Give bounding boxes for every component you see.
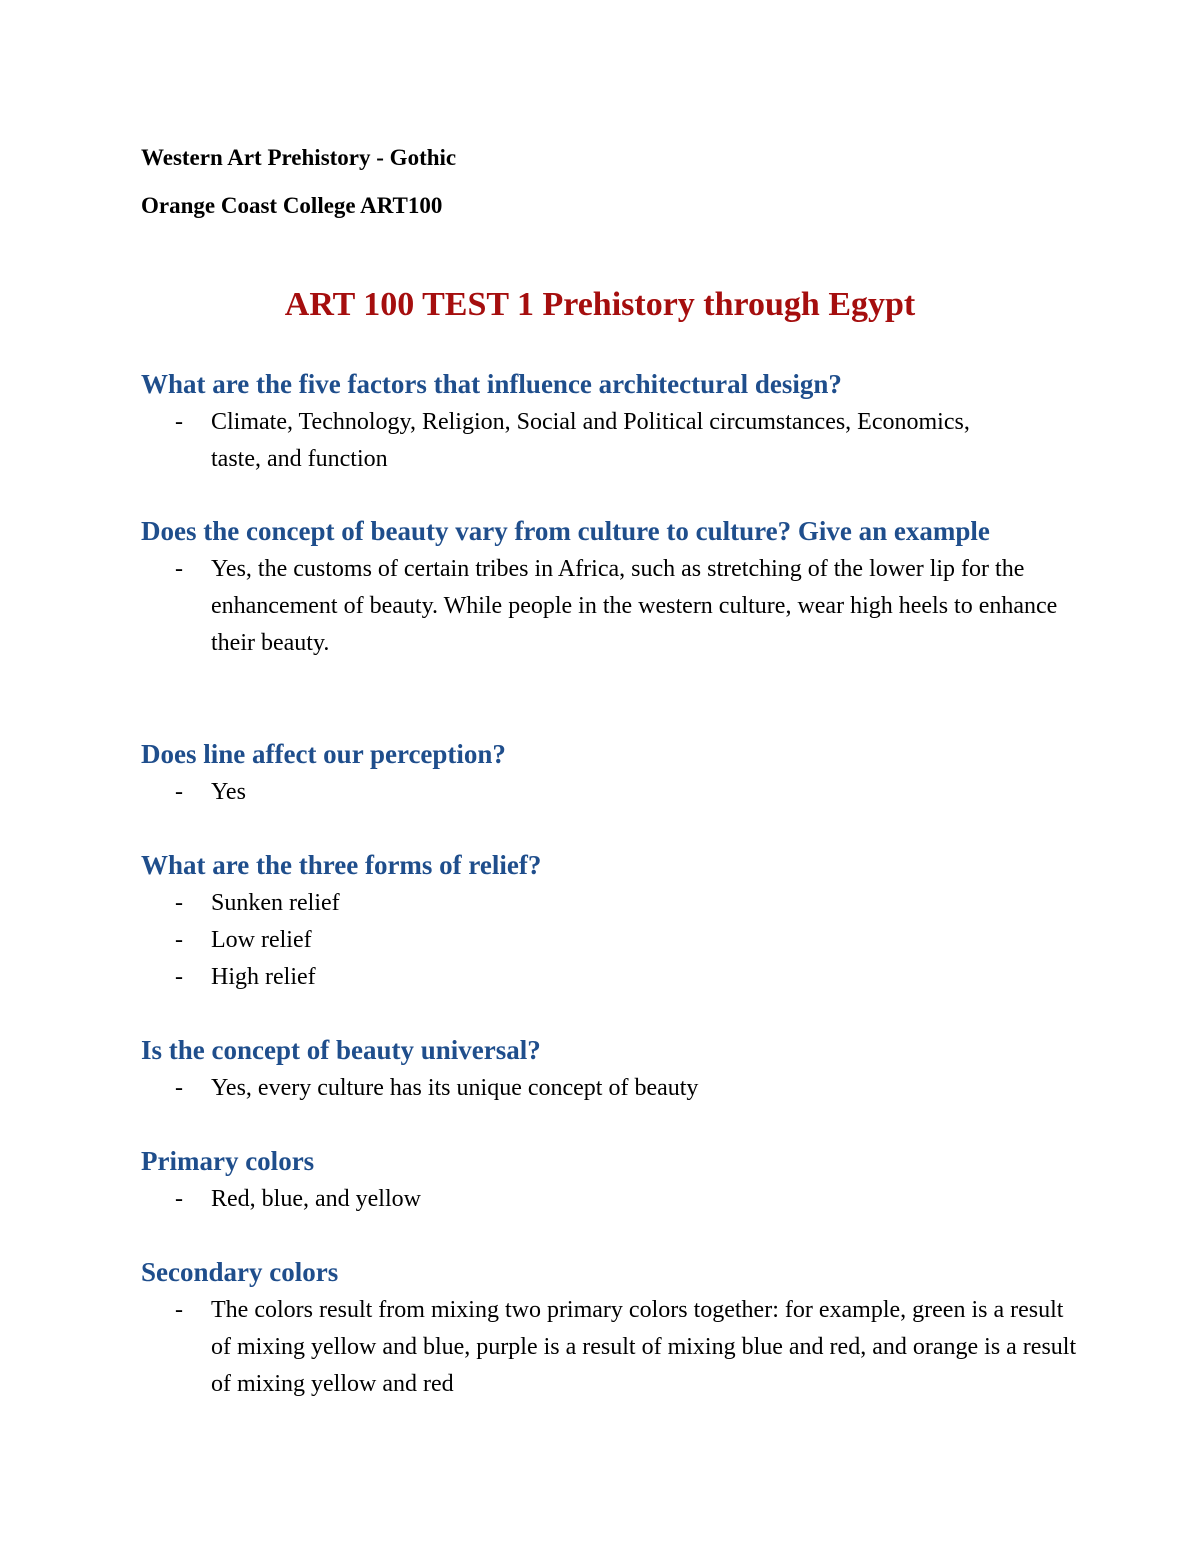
question-heading: What are the five factors that influence architectural design? [141, 369, 842, 399]
answer-text: Yes, the customs of certain tribes in Africa, such as stretching of the lower lip for the enhancement of beauty. While people in the western culture, wear high heels to enhance their beauty. [211, 556, 1058, 656]
answer-list [141, 1070, 1081, 1107]
question-heading: Secondary colors [141, 1257, 339, 1287]
answer-item [141, 404, 971, 478]
question-heading: Does line affect our perception? [141, 739, 506, 769]
qa-block-2 [141, 512, 1081, 662]
bullet-dash: - [175, 1186, 183, 1212]
qa-block-5 [141, 1031, 1081, 1107]
bullet-dash: - [175, 927, 183, 953]
answer-list [141, 885, 1081, 996]
answer-item [141, 551, 1081, 662]
qa-block-3 [141, 735, 1081, 811]
answer-text: Red, blue, and yellow [211, 1186, 421, 1212]
answer-list [141, 774, 1081, 811]
bullet-dash: - [175, 890, 183, 916]
answer-item [141, 1292, 1081, 1403]
course-subtitle: Western Art Prehistory - Gothic [141, 145, 457, 170]
answer-text: Yes [211, 779, 246, 805]
answer-item [141, 885, 1081, 922]
bullet-dash: - [175, 1297, 183, 1323]
question-heading: Primary colors [141, 1146, 315, 1176]
answer-text: The colors result from mixing two primary colors together: for example, green is a result of mixing yellow and blue, purple is a result of mixing blue and red, and orange is a result of mixing yellow and red [211, 1297, 1077, 1397]
answer-text: High relief [211, 964, 316, 990]
answer-item [141, 922, 1081, 959]
college-course: Orange Coast College ART100 [141, 193, 443, 218]
question-heading: What are the three forms of relief? [141, 850, 542, 880]
qa-block-6 [141, 1142, 1081, 1218]
answer-item [141, 959, 1081, 996]
answer-text: Yes, every culture has its unique concept of beauty [211, 1075, 699, 1101]
answer-text: Climate, Technology, Religion, Social and Political circumstances, Economics, taste, and function [211, 409, 970, 472]
answer-item [141, 774, 1081, 811]
bullet-dash: - [175, 1075, 183, 1101]
answer-text: Low relief [211, 927, 312, 953]
answer-item [141, 1070, 1081, 1107]
qa-block-1 [141, 365, 1081, 478]
bullet-dash: - [175, 779, 183, 805]
answer-list [141, 404, 1081, 478]
answer-item [141, 1181, 1081, 1218]
qa-block-7 [141, 1253, 1081, 1403]
question-heading: Is the concept of beauty universal? [141, 1035, 541, 1065]
qa-block-4 [141, 846, 1081, 996]
bullet-dash: - [175, 556, 183, 582]
question-heading: Does the concept of beauty vary from culture to culture? Give an example [141, 516, 990, 546]
document-title: ART 100 TEST 1 Prehistory through Egypt [284, 286, 916, 323]
bullet-dash: - [175, 964, 183, 990]
answer-text: Sunken relief [211, 890, 340, 916]
answer-list [141, 551, 1081, 662]
answer-list [141, 1292, 1081, 1403]
bullet-dash: - [175, 409, 183, 435]
answer-list [141, 1181, 1081, 1218]
